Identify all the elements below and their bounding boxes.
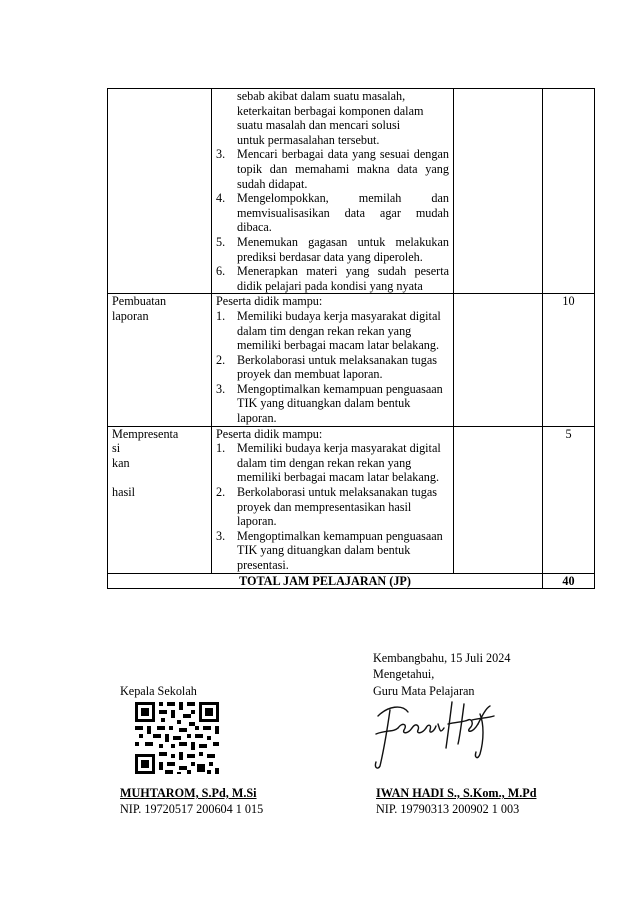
signature-icon	[368, 694, 500, 774]
continuation-line: suatu masalah dan mencari solusi	[237, 118, 401, 133]
total-label: TOTAL JAM PELAJARAN (JP)	[108, 573, 543, 589]
left-signatory-nip: NIP. 19720517 200604 1 015	[120, 802, 264, 816]
right-signatory-nip: NIP. 19790313 200902 1 003	[376, 802, 520, 816]
place-date: Kembangbahu, 15 Juli 2024	[373, 651, 511, 665]
left-signatory-name: MUHTAROM, S.Pd, M.Si	[120, 786, 257, 800]
list-item: 1. Memiliki budaya kerja masyarakat digital dalam tim dengan rekan rekan yang memiliki berbagai macam latar belakang.	[216, 308, 441, 353]
intro-text: Peserta didik mampu:	[216, 294, 323, 309]
list-item: 2. Berkolaborasi untuk melaksanakan tugas proyek dan mempresentasikan hasil laporan.	[216, 485, 438, 529]
stage-cell	[108, 89, 212, 294]
hours-cell: 10	[543, 294, 595, 426]
empty-cell	[454, 89, 543, 294]
activity-list	[216, 309, 449, 426]
list-item: 5. Menemukan gagasan untuk melakukan prediksi berdasar data yang diperoleh.	[216, 234, 449, 264]
activity-cell	[212, 294, 454, 426]
stage-cell: Mempresenta si kan hasil	[108, 426, 212, 573]
hours-cell: 5	[543, 426, 595, 573]
list-item: 2. Berkolaborasi untuk melaksanakan tugas proyek dan membuat laporan.	[216, 352, 438, 382]
right-signatory-name: IWAN HADI S., S.Kom., M.Pd	[376, 786, 537, 800]
stage-cell: Pembuatan laporan	[108, 294, 212, 426]
intro-text: Peserta didik mampu:	[216, 426, 323, 441]
left-role: Kepala Sekolah	[120, 684, 197, 698]
continuation-line: sebab akibat dalam suatu masalah,	[237, 89, 406, 103]
activity-list	[216, 147, 449, 293]
activity-cell	[212, 89, 454, 294]
right-role: Guru Mata Pelajaran	[373, 684, 475, 698]
empty-cell	[454, 294, 543, 426]
total-value: 40	[543, 573, 595, 589]
activity-cell	[212, 426, 454, 573]
table-row	[108, 426, 595, 573]
qr-code-icon	[133, 700, 221, 776]
acknowledged-label: Mengetahui,	[373, 667, 435, 681]
table-row	[108, 89, 595, 294]
activity-list	[216, 441, 449, 572]
list-item: 3. Mencari berbagai data yang sesuai dengan topik dan memahami makna data yang sudah didapat.	[216, 147, 449, 191]
continuation-line: untuk permasalahan tersebut.	[237, 132, 380, 147]
continuation-line: keterkaitan berbagai komponen dalam	[237, 103, 424, 118]
list-item: 3. Mengoptimalkan kemampuan penguasaan TIK yang dituangkan dalam bentuk presentasi.	[216, 528, 443, 572]
list-item: 3. Mengoptimalkan kemampuan penguasaan TIK yang dituangkan dalam bentuk laporan.	[216, 381, 443, 426]
hours-cell	[543, 89, 595, 294]
list-item: 4. Mengelompokkan, memilah dan memvisualisasikan data agar mudah dibaca.	[216, 191, 449, 235]
total-row	[108, 573, 595, 589]
empty-cell	[454, 426, 543, 573]
list-item: 1. Memiliki budaya kerja masyarakat digital dalam tim dengan rekan rekan yang memiliki berbagai macam latar belakang.	[216, 441, 441, 485]
list-item: 6. Menerapkan materi yang sudah peserta didik pelajari pada kondisi yang nyata	[216, 264, 449, 293]
learning-plan-table	[107, 88, 595, 589]
table-row	[108, 294, 595, 426]
